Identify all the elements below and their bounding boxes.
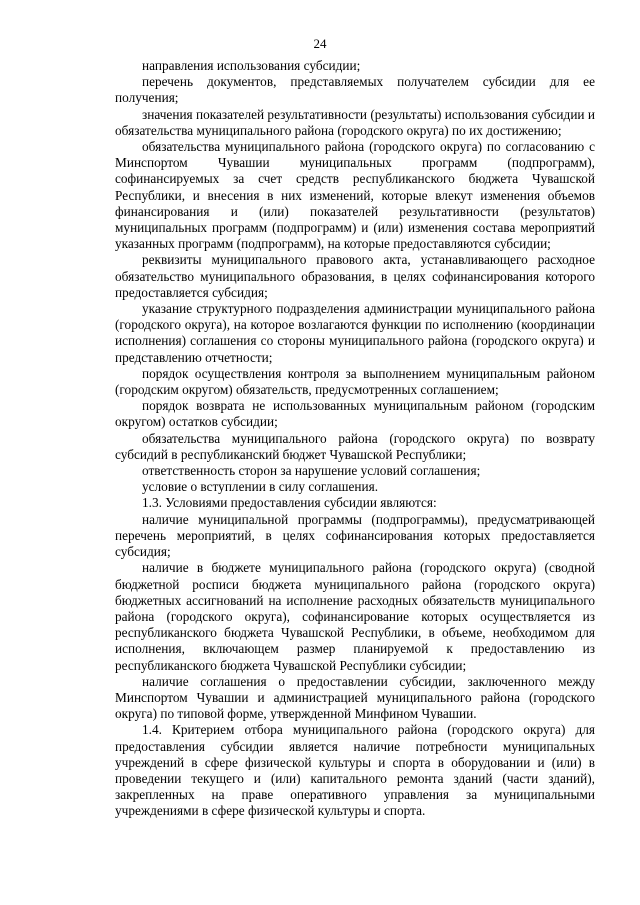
paragraph: наличие соглашения о предоставлении субсидии, заключенного между Минспортом Чувашии и администрацией муниципального района (городского округа) по типовой форме, утвержденной Минфином Чувашии. xyxy=(115,673,595,722)
paragraph: условие о вступлении в силу соглашения. xyxy=(142,479,379,495)
document-body xyxy=(115,58,595,820)
paragraph: ответственность сторон за нарушение условий соглашения; xyxy=(142,463,481,479)
section-paragraph: 1.4. Критерием отбора муниципального района (городского округа) для предоставления субсидии является наличие потребности муниципальных учреждений в сфере физической культуры и спорта в оборудовании и (или) в проведении текущего и (или) капитального ремонта зданий (части зданий), закрепленных на праве оперативного управления за муниципальными учреждениями в сфере физической культуры и спорта. xyxy=(115,722,595,819)
paragraph: перечень документов, представляемых получателем субсидии для ее получения; xyxy=(115,74,595,106)
page-number: 24 xyxy=(313,36,327,51)
section-heading: 1.3. Условиями предоставления субсидии являются: xyxy=(142,495,437,511)
paragraph: обязательства муниципального района (городского округа) по возврату субсидий в республиканский бюджет Чувашской Республики; xyxy=(115,430,595,462)
paragraph: порядок возврата не использованных муниципальным районом (городским округом) остатков субсидии; xyxy=(115,398,595,430)
paragraph: наличие в бюджете муниципального района (городского округа) (сводной бюджетной росписи бюджета муниципального района (городского округа) бюджетных ассигнований на исполнение расходных обязательств муниципального района (городского округа), софинансирование которых осуществляется из республиканского бюджета Чувашской Республики, в объеме, необходимом для исполнения, включающем размер планируемой к предоставлению из республиканского бюджета Чувашской Республики субсидии; xyxy=(115,560,595,673)
paragraph: направления использования субсидии; xyxy=(142,58,361,73)
paragraph: указание структурного подразделения администрации муниципального района (городского округа), на которое возлагаются функции по исполнению (координации исполнения) соглашения со стороны муниципального района (городского округа) и представлению отчетности; xyxy=(115,301,595,365)
paragraph: обязательства муниципального района (городского округа) по согласованию с Минспортом Чувашии муниципальных программ (подпрограмм), софинансируемых за счет средств республиканского бюджета Чувашской Республики, и внесения в них изменений, которые влекут изменения объемов финансирования и (или) показателей результативности (результатов) муниципальных программ (подпрограмм) и (или) изменения состава мероприятий указанных программ (подпрограмм), на которые предоставляются субсидии; xyxy=(115,139,595,252)
paragraph: наличие муниципальной программы (подпрограммы), предусматривающей перечень мероприятий, в целях софинансирования которых предоставляется субсидия; xyxy=(115,511,595,560)
paragraph: значения показателей результативности (результаты) использования субсидии и обязательства муниципального района (городского округа) по их достижению; xyxy=(115,106,595,138)
paragraph: порядок осуществления контроля за выполнением муниципальным районом (городским округом) обязательств, предусмотренных соглашением; xyxy=(115,365,595,398)
paragraph: реквизиты муниципального правового акта, устанавливающего расходное обязательство муниципального образования, в целях софинансирования которого предоставляется субсидия; xyxy=(115,252,595,300)
